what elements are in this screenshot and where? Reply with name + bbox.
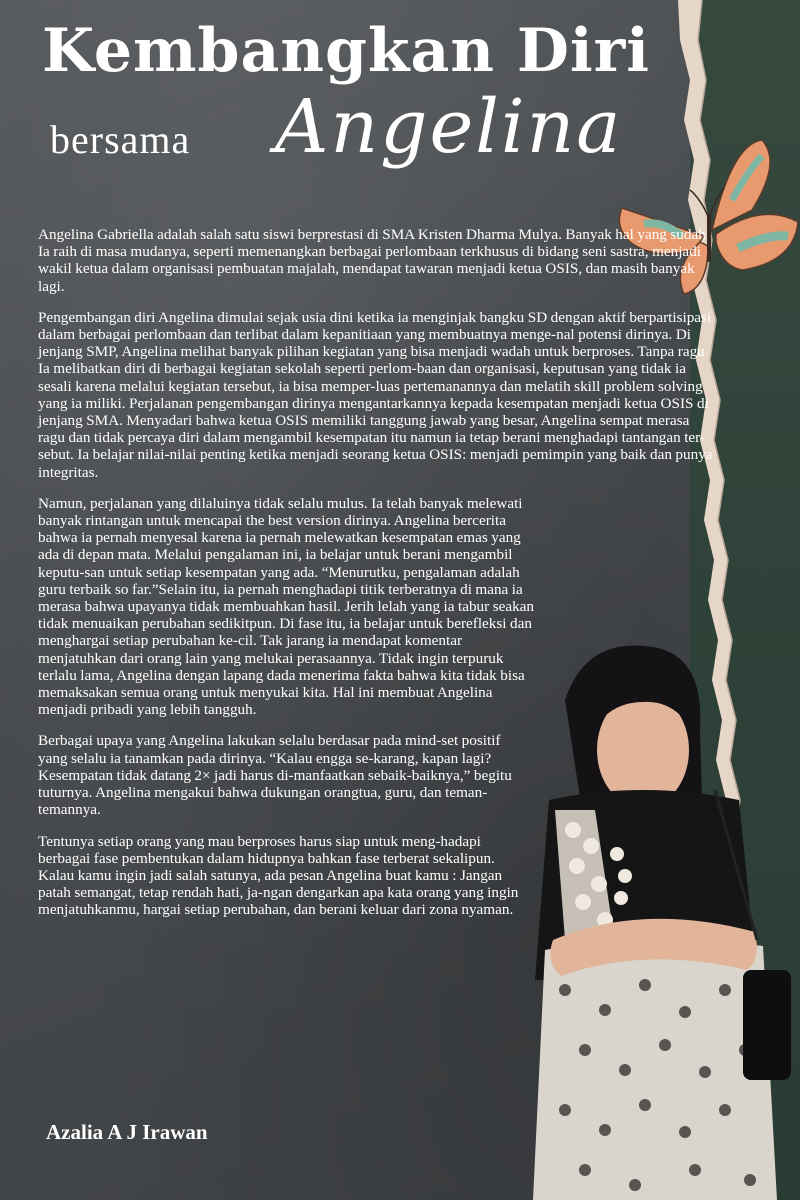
paragraph-obstacles: Namun, perjalanan yang dilaluinya tidak selalu mulus. Ia telah banyak melewati banyak rintangan untuk mencapai the best version dirinya. Angelina bercerita bahwa ia pernah menyesal karena ia pernah melewatkan kesempatan emas yang ada di depan mata. Melalui pengalaman ini, ia belajar untuk berani mengambil keputu-san untuk setiap kesempatan yang ada. “Menurutku, pengalaman adalah guru terbaik so far.”Selain itu, ia pernah menghadapi titik terberatnya di mana ia merasa bahwa upayanya tidak membuahkan hasil. Jerih lelah yang ia tabur seakan tidak menuaikan perubahan sedikitpun. Di fase itu, ia belajar untuk berefleksi dan menghargai setiap perubahan ke-cil. Tak jarang ia mendapat komentar menjatuhkan dari orang lain yang melukai perasaannya. Tidak ingin terpuruk terlalu lama, Angelina dengan lapang dada menerima fakta bahwa kita tidak bisa memaksakan semua orang untuk menyukai kita. Hal ini membuat Angelina menjadi pribadi yang lebih tangguh. xyxy=(38,494,535,719)
paragraph-intro: Angelina Gabriella adalah salah satu siswi berprestasi di SMA Kristen Dharma Mulya. Banyak hal yang sudah Ia raih di masa mudanya, seperti memenangkan berbagai perlombaan terkhusus di bidang seni sastra, menjadi wakil ketua dalam organisasi pembuatan majalah, mendapat tawaran menjadi ketua OSIS, dan masih banyak lagi. xyxy=(38,226,706,295)
headline-name: Angelina xyxy=(275,84,623,170)
headline: Kembangkan Diri xyxy=(42,16,651,86)
paragraph-message: Tentunya setiap orang yang mau berproses harus siap untuk meng-hadapi berbagai fase pembentukan dalam hidupnya bahkan fase terberat sekalipun. Kalau kamu ingin jadi salah satunya, ada pesan Angelina buat kamu : Jangan patah semangat, tetap rendah hati, ja-ngan dengarkan apa kata orang yang ingin menjatuhkanmu, hargai setiap perubahan, dan berani keluar dari zona nyaman. xyxy=(38,832,519,919)
author-byline: Azalia A J Irawan xyxy=(46,1120,208,1144)
headline-prefix: bersama xyxy=(50,117,191,162)
paragraph-development: Pengembangan diri Angelina dimulai sejak usia dini ketika ia menginjak bangku SD dengan aktif berpartisipasi dalam berbagai perlombaan dan terlibat dalam kepanitiaan yang membuatnya menge-nal potensi dirinya. Di jenjang SMP, Angelina melihat banyak pilihan kegiatan yang bisa menjadi wadah untuk berproses. Tanpa ragu Ia melibatkan diri di berbagai kegiatan sekolah seperti perlom-baan dan organisasi, keputusan yang tidak ia sesali karena melalui kegiatan tersebut, ia bisa memper-luas pertemanannya dan melatih skill problem solving yang ia miliki. Perjalanan pengembangan dirinya mengantarkannya kepada kesempatan menjadi ketua OSIS di jenjang SMA. Menyadari bahwa ketua OSIS memiliki tanggung jawab yang besar, Angelina sempat merasa ragu dan tidak percaya diri dalam mengambil kesempatan itu namun ia tetap berani menghadapi tantangan ter-sebut. Ia belajar nilai-nilai penting ketika menjadi seorang ketua OSIS: menjadi pemimpin yang baik dan punya integritas. xyxy=(38,308,713,481)
paragraph-mindset: Berbagai upaya yang Angelina lakukan selalu berdasar pada mind-set positif yang selalu ia tanamkan pada dirinya. “Kalau engga se-karang, kapan lagi? Kesempatan tidak datang 2× jadi harus di-manfaatkan sebaik-baiknya,” begitu tuturnya. Angelina mengakui bahwa dukungan orangtua, guru, dan teman-temannya. xyxy=(38,732,512,819)
portrait-photo xyxy=(525,640,800,1200)
